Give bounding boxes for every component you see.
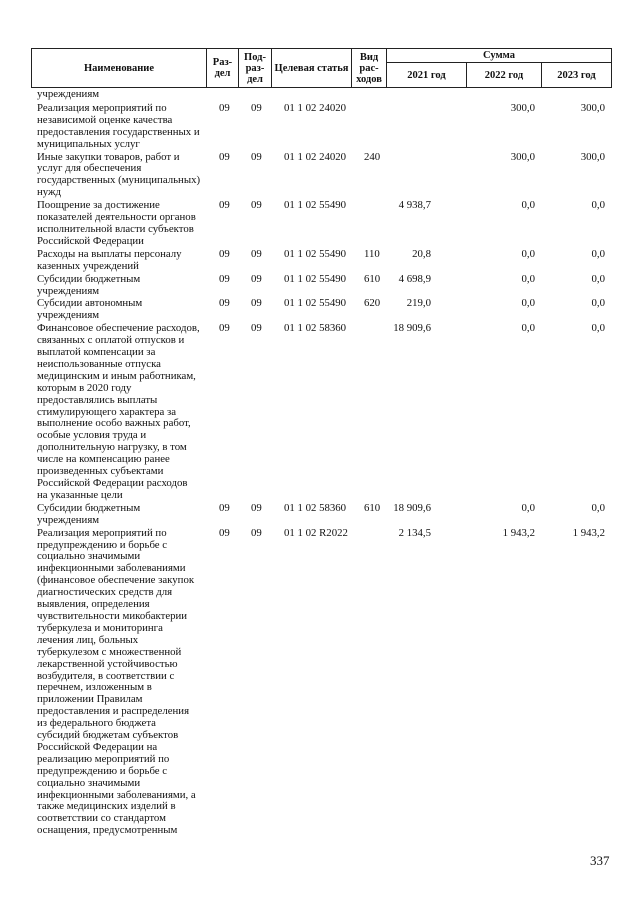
header-subsection: [239, 49, 272, 88]
cell-section: 09: [219, 199, 230, 212]
table-body: [31, 89, 611, 838]
row-name-line: Расходы на выплаты персоналу: [37, 247, 182, 260]
cell-section: 09: [219, 501, 230, 514]
table-row: [31, 298, 611, 322]
row-name-line: Субсидии бюджетным: [37, 501, 141, 514]
row-name-line: инфекционными заболеваниями: [37, 562, 186, 575]
row-name-line: на указанные цели: [37, 488, 123, 501]
cell-target: 01 1 02 R2022: [284, 526, 348, 539]
table-row: [31, 274, 611, 298]
row-name-line: учреждениям: [37, 309, 100, 322]
cell-section: 09: [219, 247, 230, 260]
cell-2021: 18 909,6: [393, 501, 431, 514]
header-year-2021: 2021 год: [387, 63, 467, 88]
cell-2023: 0,0: [591, 272, 605, 285]
cell-subsection: 09: [251, 501, 262, 514]
cell-2023: 0,0: [591, 199, 605, 212]
cell-target: 01 1 02 55490: [284, 247, 347, 260]
cell-kind: 610: [364, 501, 381, 514]
cell-2023: 1 943,2: [572, 526, 605, 539]
table-row: [31, 503, 611, 527]
cell-target: 01 1 02 24020: [284, 150, 347, 163]
table-header: [31, 48, 612, 88]
cell-section: 09: [219, 526, 230, 539]
row-name-line: предоставления государственных и: [37, 125, 200, 138]
table-row: [31, 152, 611, 200]
row-name-line: лекарственной устойчивостью: [37, 657, 178, 670]
cell-2021: 219,0: [406, 297, 431, 310]
cell-2023: 0,0: [591, 247, 605, 260]
cell-target: 01 1 02 24020: [284, 101, 347, 114]
cell-kind: 620: [364, 297, 381, 310]
cell-2021: 2 134,5: [398, 526, 431, 539]
row-name-line: возбудителя, в соответствии с: [37, 669, 175, 682]
table-row: [31, 89, 611, 101]
row-name-line: приложении Правилам: [37, 693, 143, 706]
row-name-line: социально значимыми: [37, 550, 141, 563]
row-name-line: неиспользованные отпуска: [37, 357, 161, 370]
cell-target: 01 1 02 58360: [284, 322, 347, 335]
header-kind-line: ходов: [356, 73, 382, 85]
row-name-line: показателей деятельности органов: [37, 211, 196, 224]
row-name-line: казенных учреждений: [37, 259, 139, 272]
row-name-line: Поощрение за достижение: [37, 199, 160, 212]
row-name: [37, 103, 205, 151]
row-name-line: из федерального бюджета: [37, 717, 156, 730]
cell-subsection: 09: [251, 199, 262, 212]
cell-kind: 110: [364, 247, 380, 260]
row-name-line: выплатой компенсации за: [37, 346, 156, 359]
header-subsection-line: Под-: [244, 51, 266, 63]
row-name-line: связанных с оплатой отпусков и: [37, 334, 185, 347]
row-name: [37, 274, 205, 298]
cell-section: 09: [219, 297, 230, 310]
row-name: [37, 89, 205, 101]
row-name-line: выявления, определения: [37, 598, 150, 611]
row-name-line: услуг для обеспечения: [37, 162, 142, 175]
row-name-line: предоставления и распределения: [37, 705, 190, 718]
cell-subsection: 09: [251, 101, 262, 114]
row-name-line: Реализация мероприятий по: [37, 526, 167, 539]
header-year-2022: 2022 год: [467, 63, 542, 88]
cell-2022: 300,0: [510, 101, 535, 114]
page-number: 337: [590, 853, 610, 868]
cell-subsection: 09: [251, 526, 262, 539]
cell-section: 09: [219, 322, 230, 335]
cell-kind: 610: [364, 272, 381, 285]
cell-2022: 0,0: [521, 272, 535, 285]
row-name-line: учреждениям: [37, 513, 100, 526]
cell-target: 01 1 02 58360: [284, 501, 347, 514]
row-name-line: медицинским и иным работникам,: [37, 369, 196, 382]
row-name-line: Российской Федерации расходов: [37, 477, 188, 489]
row-name-line: Субсидии автономным: [37, 297, 143, 310]
cell-2022: 0,0: [521, 199, 535, 212]
row-name-line: муниципальных услуг: [37, 137, 140, 150]
row-name-line: независимой оценке качества: [37, 113, 173, 126]
table-row: [31, 323, 611, 502]
row-name-line: государственных (муниципальных): [37, 174, 201, 187]
row-name: [37, 200, 205, 248]
table-row: [31, 249, 611, 273]
header-target: Целевая статья: [272, 49, 352, 88]
row-name: [37, 249, 205, 273]
row-name: [37, 298, 205, 322]
row-name-line: Российской Федерации на: [37, 740, 158, 753]
cell-target: 01 1 02 55490: [284, 272, 347, 285]
cell-2021: 4 938,7: [398, 199, 431, 212]
header-section-line: Раз-: [212, 57, 233, 68]
header-section: [207, 49, 239, 88]
row-name-line: Финансовое обеспечение расходов,: [37, 322, 200, 335]
cell-2023: 0,0: [591, 297, 605, 310]
cell-2022: 300,0: [510, 150, 535, 163]
header-subsection-line: дел: [247, 73, 263, 85]
row-name-line: (финансовое обеспечение закупок: [37, 574, 195, 587]
row-name: [37, 503, 205, 527]
row-name-line: нужд: [37, 186, 61, 199]
row-name-line: числе на компенсацию ранее: [37, 453, 170, 466]
row-name-line: Российской Федерации: [37, 234, 144, 247]
row-name-line: соответствии со стандартом: [37, 812, 166, 825]
cell-2023: 0,0: [591, 501, 605, 514]
header-kind: [352, 49, 387, 88]
header-section-line: дел: [214, 68, 231, 79]
cell-2022: 0,0: [521, 322, 535, 335]
cell-subsection: 09: [251, 247, 262, 260]
row-name-line: учреждениям: [37, 88, 100, 100]
row-name-line: лечения лиц, больных: [37, 633, 139, 646]
row-name-line: учреждениям: [37, 284, 100, 297]
row-name-line: предупреждению и борьбе с: [37, 538, 168, 551]
row-name: [37, 528, 205, 838]
table-row: [31, 528, 611, 838]
cell-section: 09: [219, 101, 230, 114]
cell-2021: 20,8: [412, 247, 431, 260]
cell-2023: 300,0: [580, 101, 605, 114]
cell-2022: 0,0: [521, 297, 535, 310]
table-row: [31, 103, 611, 151]
row-name-line: предоставлялись выплаты: [37, 393, 158, 406]
cell-target: 01 1 02 55490: [284, 199, 347, 212]
row-name-line: туберкулеза и мониторинга: [37, 621, 163, 634]
cell-subsection: 09: [251, 272, 262, 285]
cell-2021: 18 909,6: [393, 322, 431, 335]
row-name: [37, 323, 205, 502]
cell-2023: 300,0: [580, 150, 605, 163]
row-name-line: также медицинских изделий в: [37, 800, 176, 813]
row-name-line: стимулирующего характера за: [37, 405, 177, 418]
row-name-line: исполнительной власти субъектов: [37, 222, 194, 235]
row-name-line: произведенных субъектами: [37, 465, 164, 478]
row-name-line: социально значимыми: [37, 776, 141, 789]
cell-section: 09: [219, 272, 230, 285]
row-name-line: дополнительную нагрузку, в том: [37, 441, 187, 454]
row-name-line: особые условия труда и: [37, 429, 147, 442]
header-name: Наименование: [32, 49, 207, 88]
cell-kind: 240: [364, 150, 381, 163]
header-kind-line: Вид: [359, 51, 379, 63]
row-name-line: выполнение особо важных работ,: [37, 417, 191, 430]
table-row: [31, 200, 611, 248]
row-name-line: предупреждению и борьбе с: [37, 764, 168, 777]
row-name: [37, 152, 205, 200]
cell-2022: 1 943,2: [502, 526, 535, 539]
cell-subsection: 09: [251, 297, 262, 310]
row-name-line: туберкулезом с множественной: [37, 645, 182, 658]
header-kind-line: рас-: [359, 62, 379, 74]
cell-2022: 0,0: [521, 501, 535, 514]
row-name-line: перечнем, изложенным в: [37, 681, 152, 694]
cell-target: 01 1 02 55490: [284, 297, 347, 310]
row-name-line: Субсидии бюджетным: [37, 272, 141, 285]
row-name-line: которым в 2020 году: [37, 381, 132, 394]
cell-2022: 0,0: [521, 247, 535, 260]
row-name-line: оснащения, предусмотренным: [37, 824, 178, 837]
header-sum: Сумма: [387, 49, 612, 63]
cell-2021: 4 698,9: [398, 272, 431, 285]
row-name-line: инфекционными заболеваниями, а: [37, 788, 196, 801]
row-name-line: реализацию мероприятий по: [37, 752, 170, 765]
row-name-line: субсидий бюджетам субъектов: [37, 729, 179, 742]
cell-subsection: 09: [251, 322, 262, 335]
row-name-line: Реализация мероприятий по: [37, 101, 167, 114]
header-year-2023: 2023 год: [542, 63, 612, 88]
row-name-line: Иные закупки товаров, работ и: [37, 150, 180, 163]
cell-2023: 0,0: [591, 322, 605, 335]
header-subsection-line: раз-: [245, 62, 265, 74]
row-name-line: диагностических средств для: [37, 586, 173, 599]
row-name-line: чувствительности микобактерии: [37, 609, 188, 622]
cell-subsection: 09: [251, 150, 262, 163]
cell-section: 09: [219, 150, 230, 163]
